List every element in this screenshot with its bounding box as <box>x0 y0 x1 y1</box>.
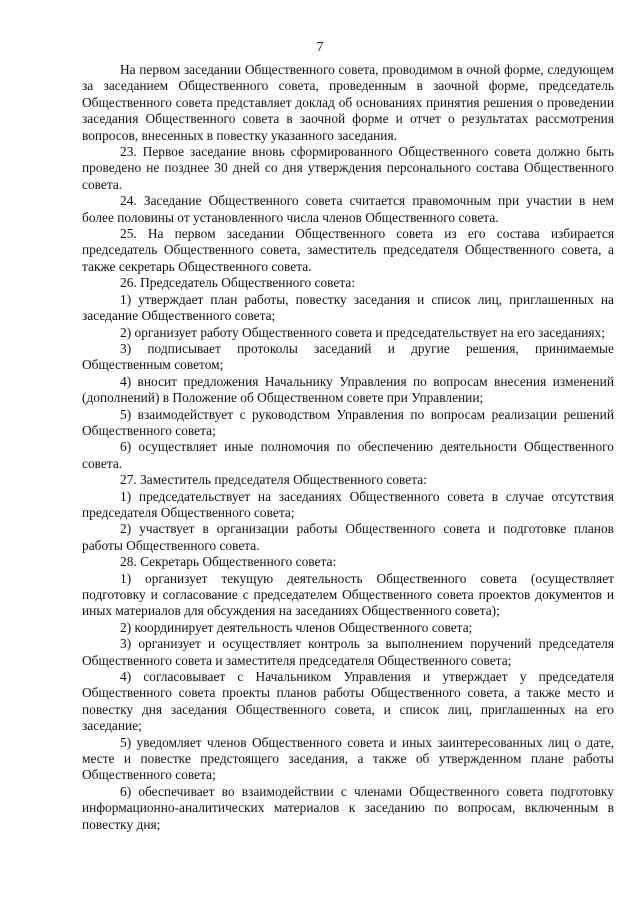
paragraph-item-24: 24. Заседание Общественного совета считается правомочным при участии в нем более половины от установленного числа членов Общественного совета. <box>82 193 614 225</box>
paragraph-item-27-2: 2) участвует в организации работы Общественного совета и подготовке планов работы Общественного совета. <box>82 521 614 553</box>
paragraph-item-28-heading: 28. Секретарь Общественного совета: <box>120 554 337 570</box>
paragraph-item-28-2: 2) координирует деятельность членов Общественного совета; <box>120 619 473 635</box>
paragraph-intro: На первом заседании Общественного совета, проводимом в очной форме, следующем за заседанием Общественного совета, проведенным в заочной форме, председатель Общественного совета представляет доклад об основаниях принятия решения о проведении заседания Общественного совета в заочной форме и отчет о результатах рассмотрения вопросов, внесенных в повестку указанного заседания. <box>82 62 614 143</box>
document-body <box>82 62 614 833</box>
paragraph-item-28-5: 5) уведомляет членов Общественного совета и иных заинтересованных лиц о дате, месте и повестке предстоящего заседания, а также об утвержденном плане работы Общественного совета; <box>82 734 614 783</box>
page-number: 7 <box>316 40 324 55</box>
paragraph-item-26-3: 3) подписывает протоколы заседаний и другие решения, принимаемые Общественным советом; <box>82 340 614 373</box>
paragraph-item-23: 23. Первое заседание вновь сформированного Общественного совета должно быть проведено не позднее 30 дней со дня утверждения персонального состава Общественного совета. <box>82 144 614 192</box>
paragraph-item-26-1: 1) утверждает план работы, повестку заседания и список лиц, приглашенных на заседание Общественного совета; <box>82 291 614 324</box>
paragraph-item-25: 25. На первом заседании Общественного совета из его состава избирается председатель Общественного совета, заместитель председателя Общественного совета, а также секретарь Общественного совета. <box>82 226 614 274</box>
paragraph-item-28-4: 4) согласовывает с Начальником Управления и утверждает у председателя Общественного совета проекты планов работы Общественного совета, а также место и повестку дня заседания Общественного совета, и список лиц, приглашенных на его заседание; <box>82 669 614 734</box>
paragraph-item-26-heading: 26. Председатель Общественного совета: <box>120 275 356 291</box>
paragraph-item-27-1: 1) председательствует на заседаниях Общественного совета в случае отсутствия председателя Общественного совета; <box>82 488 614 520</box>
paragraph-item-28-1: 1) организует текущую деятельность Общественного совета (осуществляет подготовку и согласование с председателем Общественного совета проектов документов и иных материалов для обсуждения на заседаниях Общественного совета); <box>82 570 614 619</box>
paragraph-item-26-2: 2) организует работу Общественного совета и председательствует на его заседаниях; <box>120 324 605 340</box>
paragraph-item-28-3: 3) организует и осуществляет контроль за выполнением поручений председателя Общественного совета и заместителя председателя Общественного совета; <box>82 636 614 668</box>
paragraph-item-26-5: 5) взаимодействует с руководством Управления по вопросам реализации решений Общественного совета; <box>82 406 614 438</box>
paragraph-item-28-6: 6) обеспечивает во взаимодействии с членами Общественного совета подготовку информационно-аналитических материалов к заседанию по вопросам, включенным в повестку дня; <box>82 783 614 832</box>
paragraph-item-26-6: 6) осуществляет иные полномочия по обеспечению деятельности Общественного совета. <box>82 439 614 471</box>
paragraph-item-27-heading: 27. Заместитель председателя Общественного совета: <box>120 472 427 488</box>
paragraph-item-26-4: 4) вносит предложения Начальнику Управления по вопросам внесения изменений (дополнений) в Положение об Общественном совете при Управлении; <box>82 373 614 406</box>
